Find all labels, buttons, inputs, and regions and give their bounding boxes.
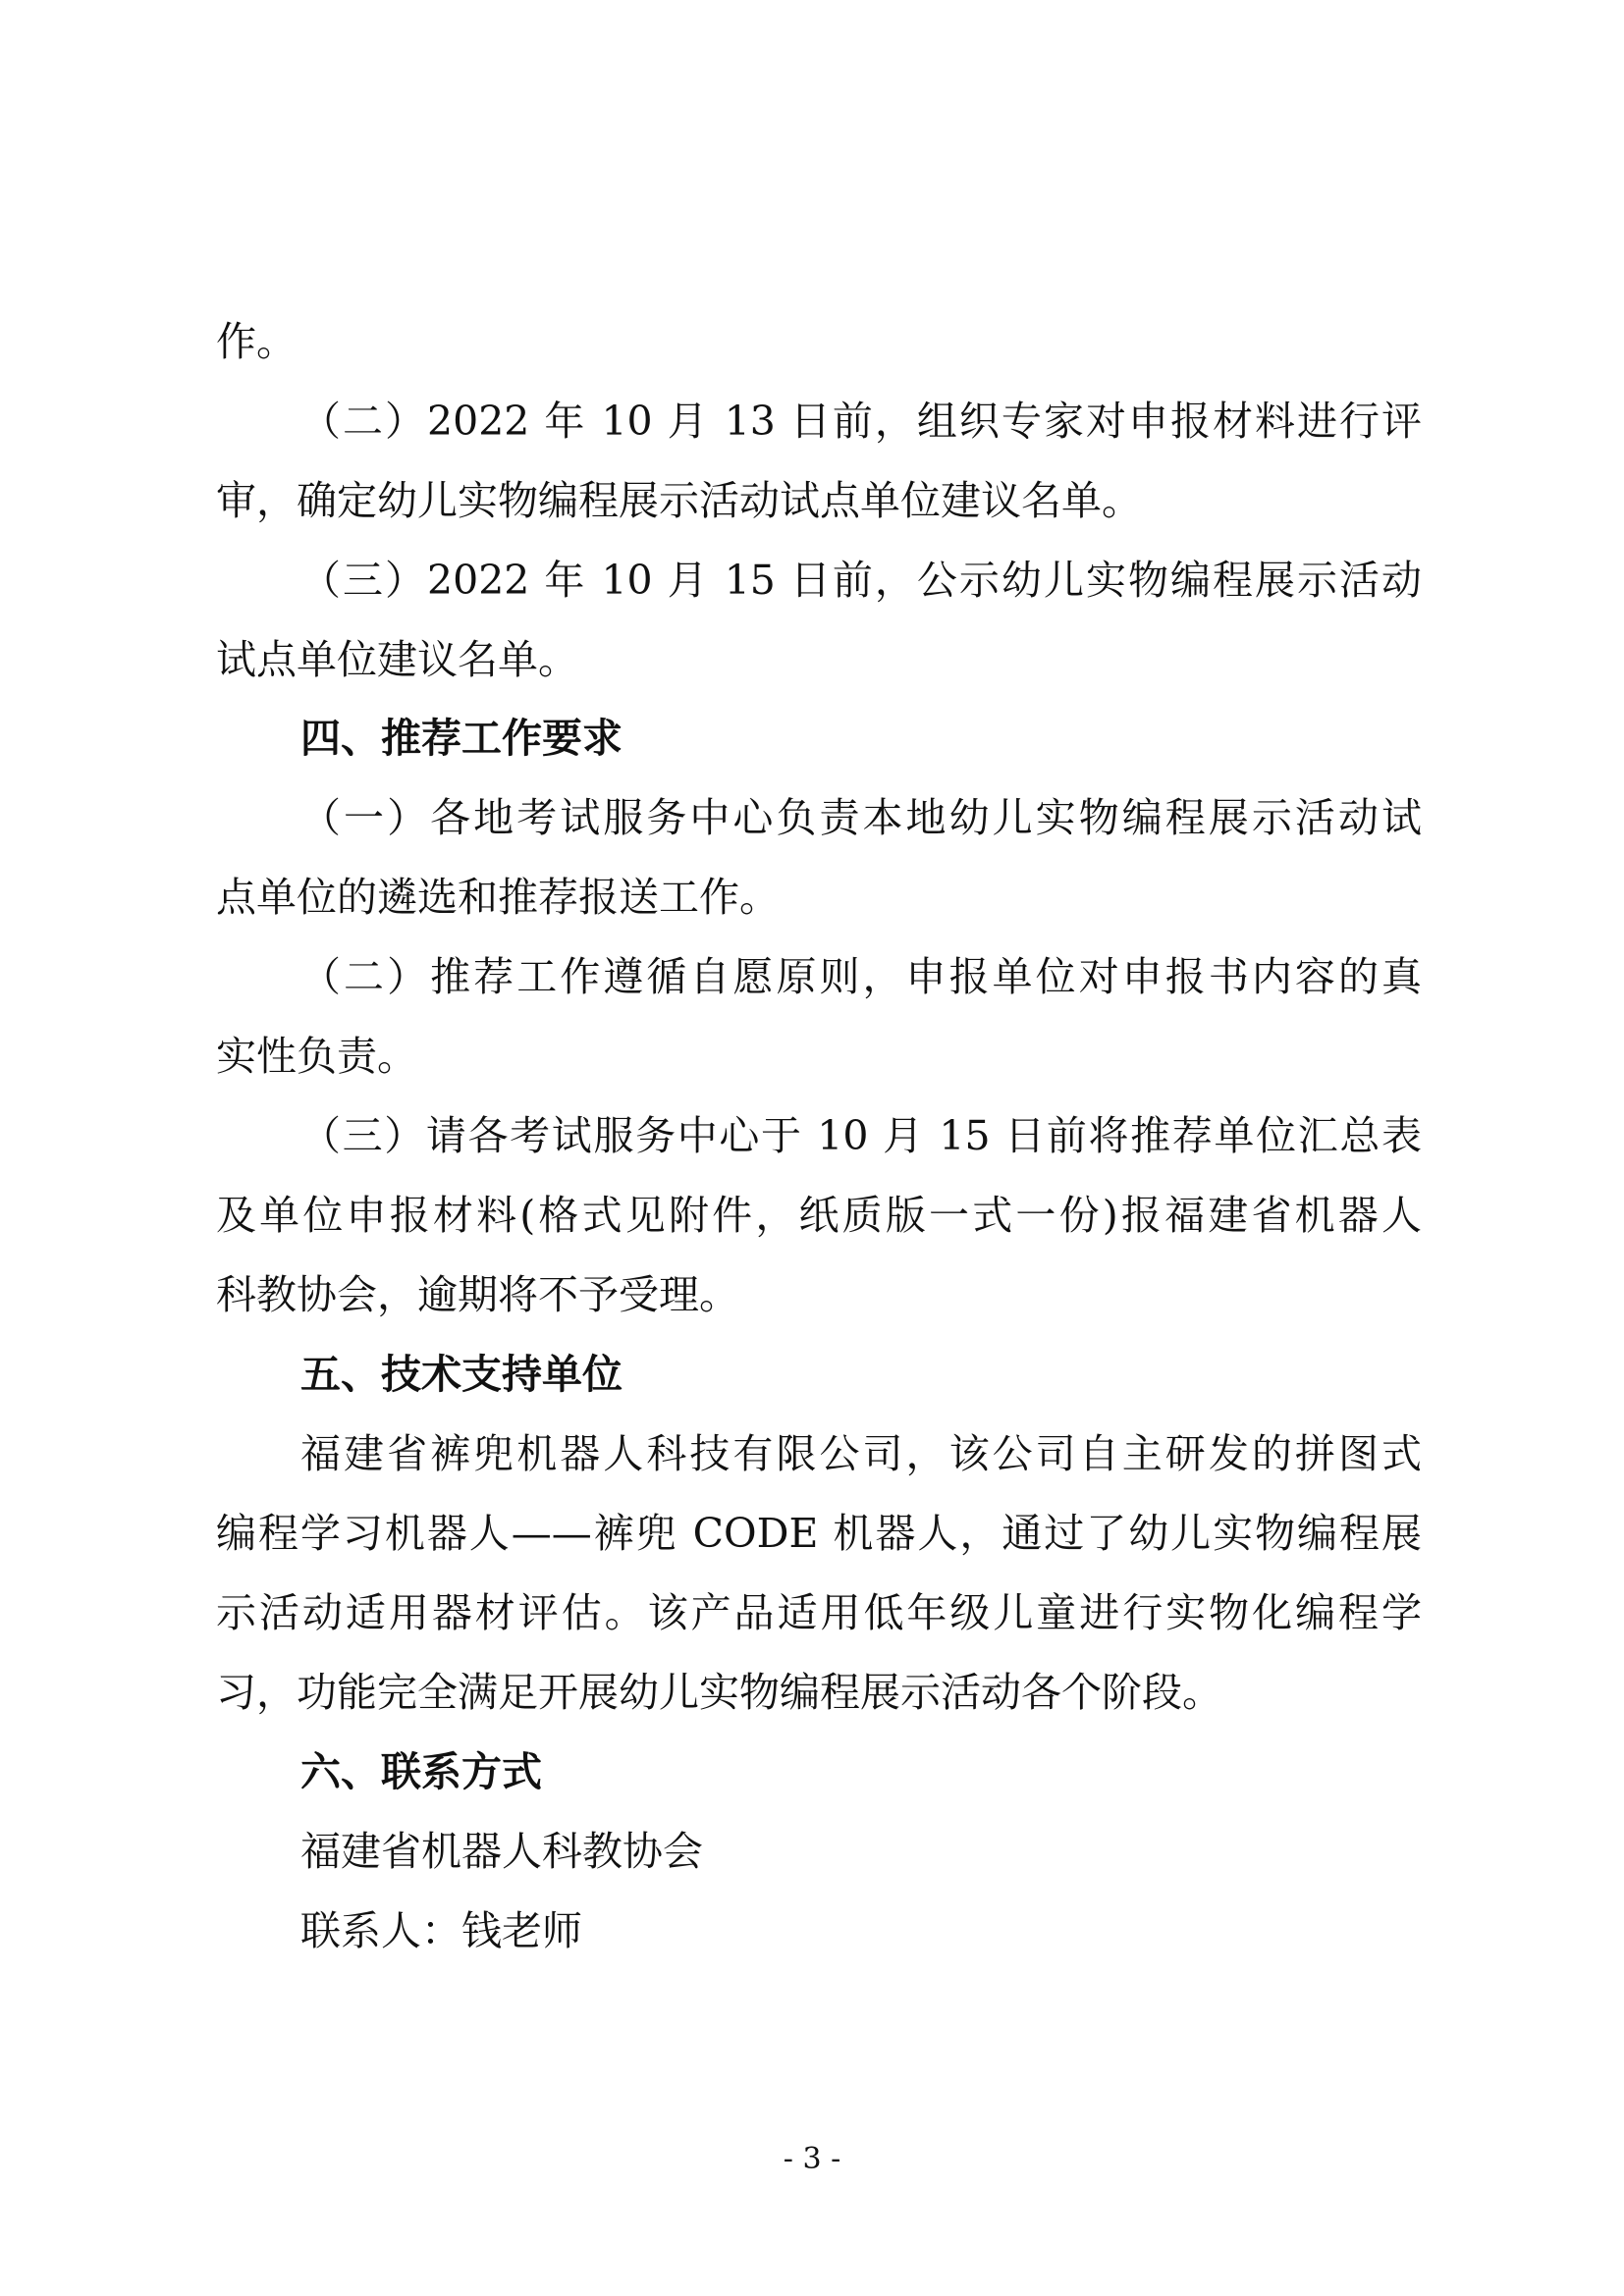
paragraph-line: 习，功能完全满足开展幼儿实物编程展示活动各个阶段。 <box>216 1669 1222 1716</box>
paragraph-line: （三）2022 年 10 月 15 日前，公示幼儿实物编程展示活动 <box>300 557 1422 604</box>
section-heading: 六、联系方式 <box>300 1748 542 1795</box>
paragraph-line: （一）各地考试服务中心负责本地幼儿实物编程展示活动试 <box>300 794 1422 841</box>
paragraph-line: 福建省裤兜机器人科技有限公司，该公司自主研发的拼图式 <box>300 1430 1422 1477</box>
section-heading: 五、技术支持单位 <box>300 1351 623 1398</box>
section-heading: 四、推荐工作要求 <box>300 715 623 762</box>
paragraph-line: 实性负责。 <box>216 1033 417 1080</box>
paragraph-line: 及单位申报材料(格式见附件，纸质版一式一份)报福建省机器人 <box>216 1192 1422 1239</box>
paragraph-line: 试点单位建议名单。 <box>216 636 578 683</box>
paragraph-line: 科教协会，逾期将不予受理。 <box>216 1271 739 1318</box>
page-number: - 3 - <box>783 2142 841 2176</box>
contact-person: 联系人：钱老师 <box>300 1907 582 1954</box>
paragraph-line: （三）请各考试服务中心于 10 月 15 日前将推荐单位汇总表 <box>300 1112 1422 1159</box>
paragraph-line: （二）2022 年 10 月 13 日前，组织专家对申报材料进行评 <box>300 398 1422 445</box>
paragraph-line: 审，确定幼儿实物编程展示活动试点单位建议名单。 <box>216 477 1142 524</box>
paragraph-line: （二）推荐工作遵循自愿原则，申报单位对申报书内容的真 <box>300 953 1422 1000</box>
paragraph-line: 示活动适用器材评估。该产品适用低年级儿童进行实物化编程学 <box>216 1589 1422 1636</box>
paragraph-line: 编程学习机器人——裤兜 CODE 机器人，通过了幼儿实物编程展 <box>216 1510 1422 1557</box>
contact-organization: 福建省机器人科教协会 <box>300 1828 703 1875</box>
paragraph-line: 作。 <box>216 318 297 365</box>
paragraph-line: 点单位的遴选和推荐报送工作。 <box>216 874 780 921</box>
